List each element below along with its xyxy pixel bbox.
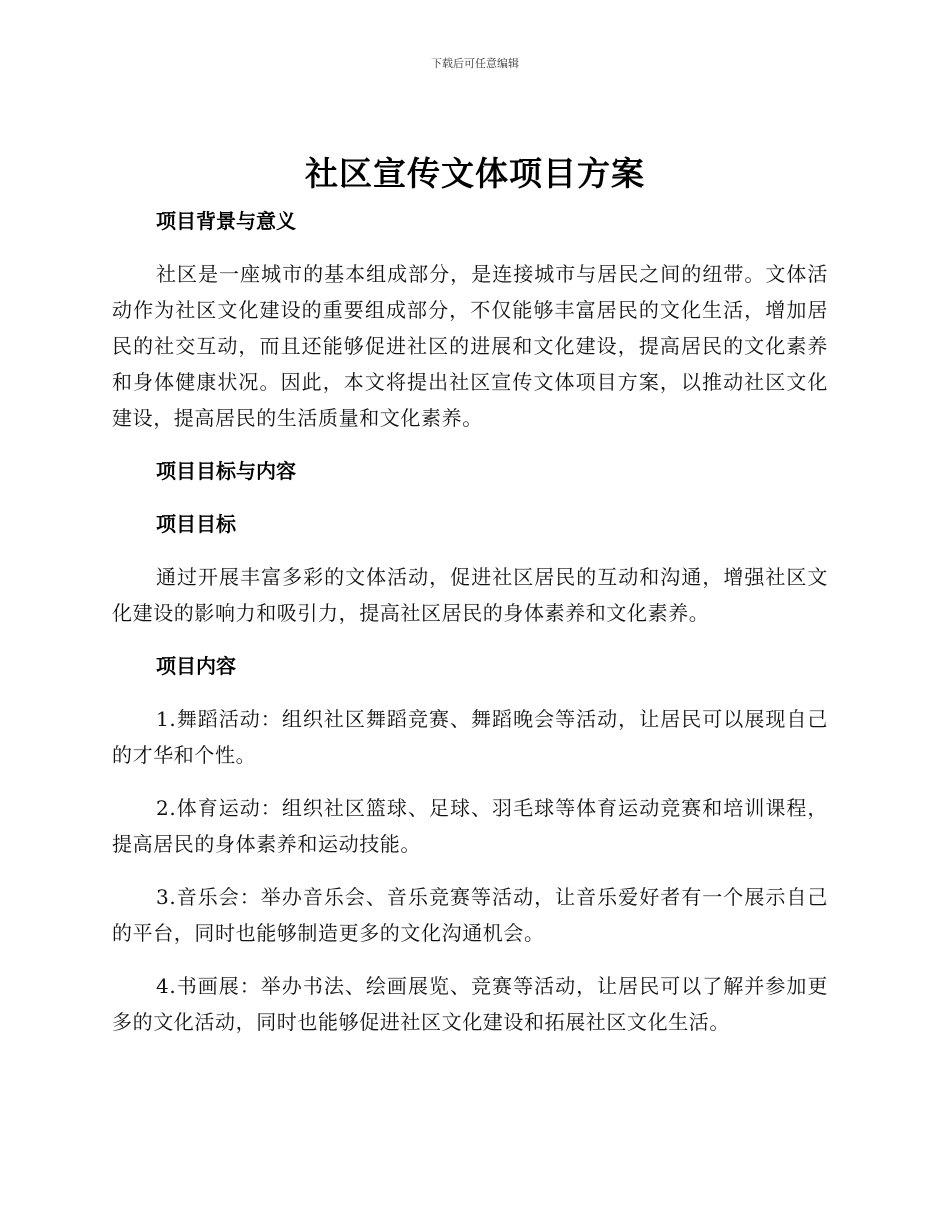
document-title: 社区宣传文体项目方案 — [305, 154, 645, 193]
paragraph-goals: 通过开展丰富多彩的文体活动，促进社区居民的互动和沟通，增强社区文化建设的影响力和吸引力，提高社区居民的身体素养和文化素养。 — [112, 565, 828, 625]
list-item: 4.书画展：举办书法、绘画展览、竞赛等活动，让居民可以了解并参加更多的文化活动，同时也能够促进社区文化建设和拓展社区文化生活。 — [112, 974, 828, 1034]
list-item: 2.体育运动：组织社区篮球、足球、羽毛球等体育运动竞赛和培训课程，提高居民的身体素养和运动技能。 — [112, 796, 828, 856]
list-item: 3.音乐会：举办音乐会、音乐竞赛等活动，让音乐爱好者有一个展示自己的平台，同时也能够制造更多的文化沟通机会。 — [112, 885, 828, 945]
list-item: 1.舞蹈活动：组织社区舞蹈竞赛、舞蹈晚会等活动，让居民可以展现自己的才华和个性。 — [112, 707, 828, 767]
section-heading-content: 项目内容 — [156, 654, 236, 678]
document-body — [112, 203, 828, 1040]
paragraph-background: 社区是一座城市的基本组成部分，是连接城市与居民之间的纽带。文体活动作为社区文化建设的重要组成部分，不仅能够丰富居民的文化生活，增加居民的社交互动，而且还能够促进社区的进展和文化建设，提高居民的文化素养和身体健康状况。因此，本文将提出社区宣传文体项目方案，以推动社区文化建设，提高居民的生活质量和文化素养。 — [112, 262, 828, 430]
section-heading-background: 项目背景与意义 — [156, 209, 296, 233]
section-heading-goals: 项目目标 — [156, 512, 236, 536]
header-note: 下载后可任意编辑 — [431, 57, 519, 70]
section-heading-goals-content: 项目目标与内容 — [156, 459, 296, 483]
